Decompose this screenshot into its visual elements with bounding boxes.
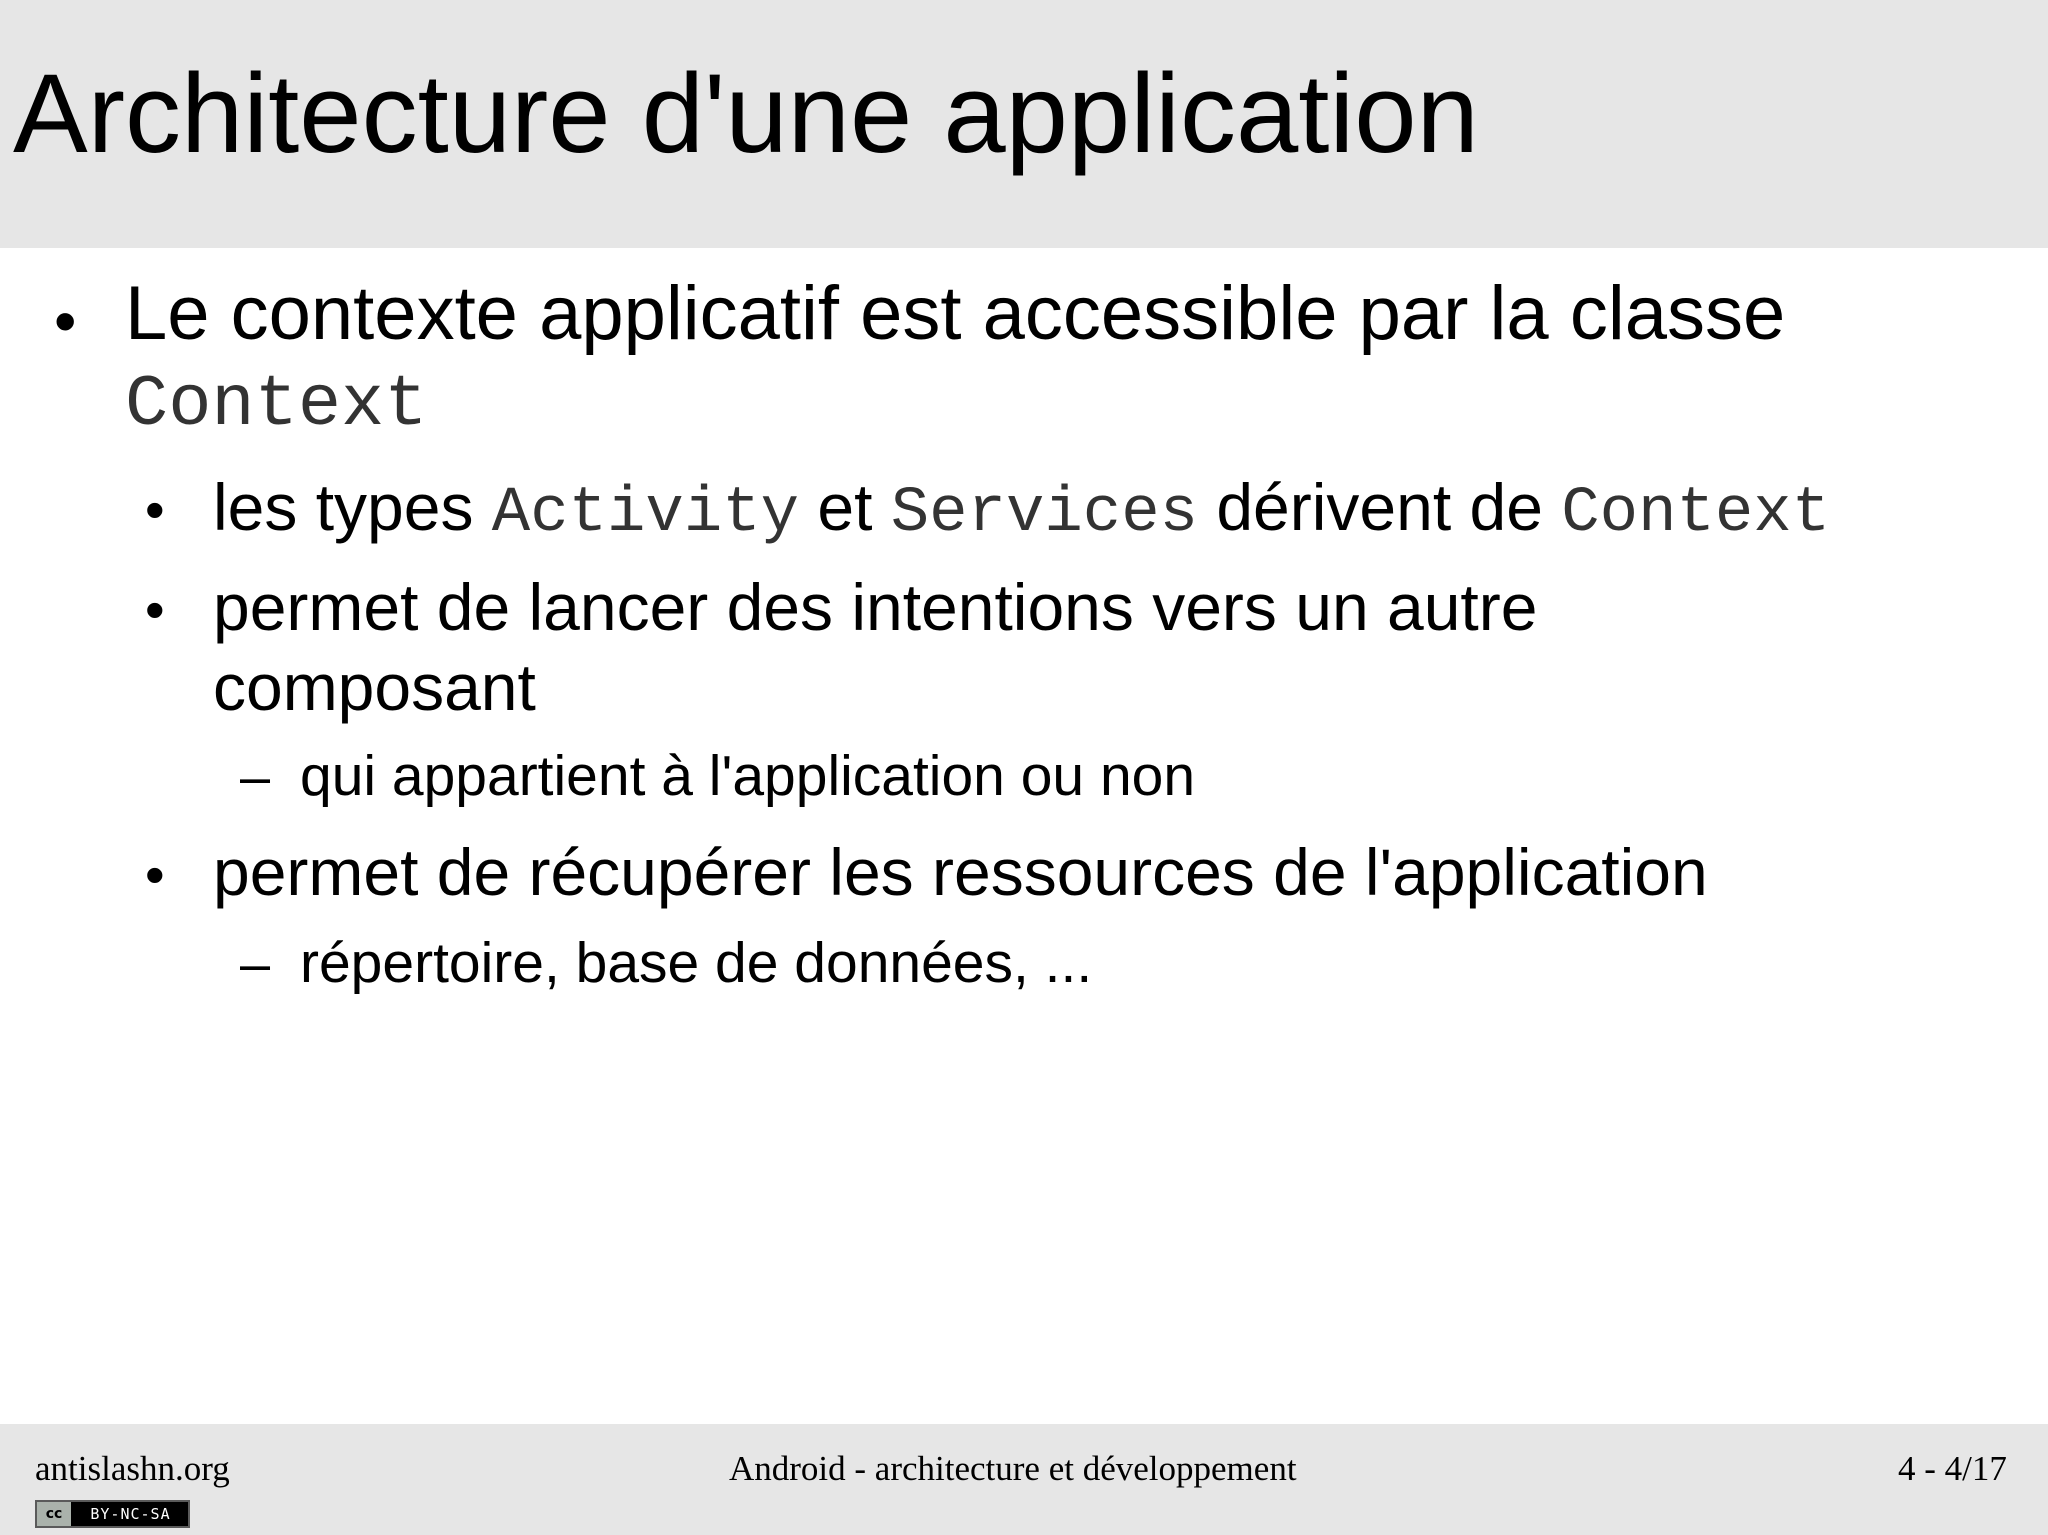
bullet-1-2-line-2: composant [213,650,536,724]
code-context: Context [1561,478,1831,550]
cc-icon: cc [37,1502,73,1526]
bullet-dot: • [54,285,77,357]
bullet-1-1-prefix: les types [213,470,492,544]
bullet-1-2-line-1: permet de lancer des intentions vers un autre [213,570,1538,644]
cc-license-badge [35,1500,190,1528]
footer-course-title: Android - architecture et développement [729,1449,1297,1488]
bullet-1-code: Context [125,364,428,446]
bullet-1-1 [213,470,1831,550]
bullet-1-1-mid: et [799,470,891,544]
footer-site: antislashn.org [35,1449,230,1488]
bullet-1-text: Le contexte applicatif est accessible par la classe [125,271,1786,356]
slide-title: Architecture d'une application [13,51,1479,176]
cc-license-terms: BY-NC-SA [90,1505,171,1523]
code-services: Services [890,478,1199,550]
bullet-1-1-after: dérivent de [1198,470,1562,544]
code-activity: Activity [491,478,800,550]
bullet-dot: • [145,843,165,906]
bullet-1-3-text: permet de récupérer les ressources de l'application [213,835,1708,909]
bullet-1-3-1-text: répertoire, base de données, ... [300,931,1093,995]
footer-page-number: 4 - 4/17 [1898,1449,2007,1488]
bullet-1-2-1-text: qui appartient à l'application ou non [300,744,1196,808]
dash-marker: – [240,747,271,807]
dash-marker: – [240,934,271,994]
bullet-dot: • [145,578,165,641]
bullet-dot: • [145,478,165,541]
